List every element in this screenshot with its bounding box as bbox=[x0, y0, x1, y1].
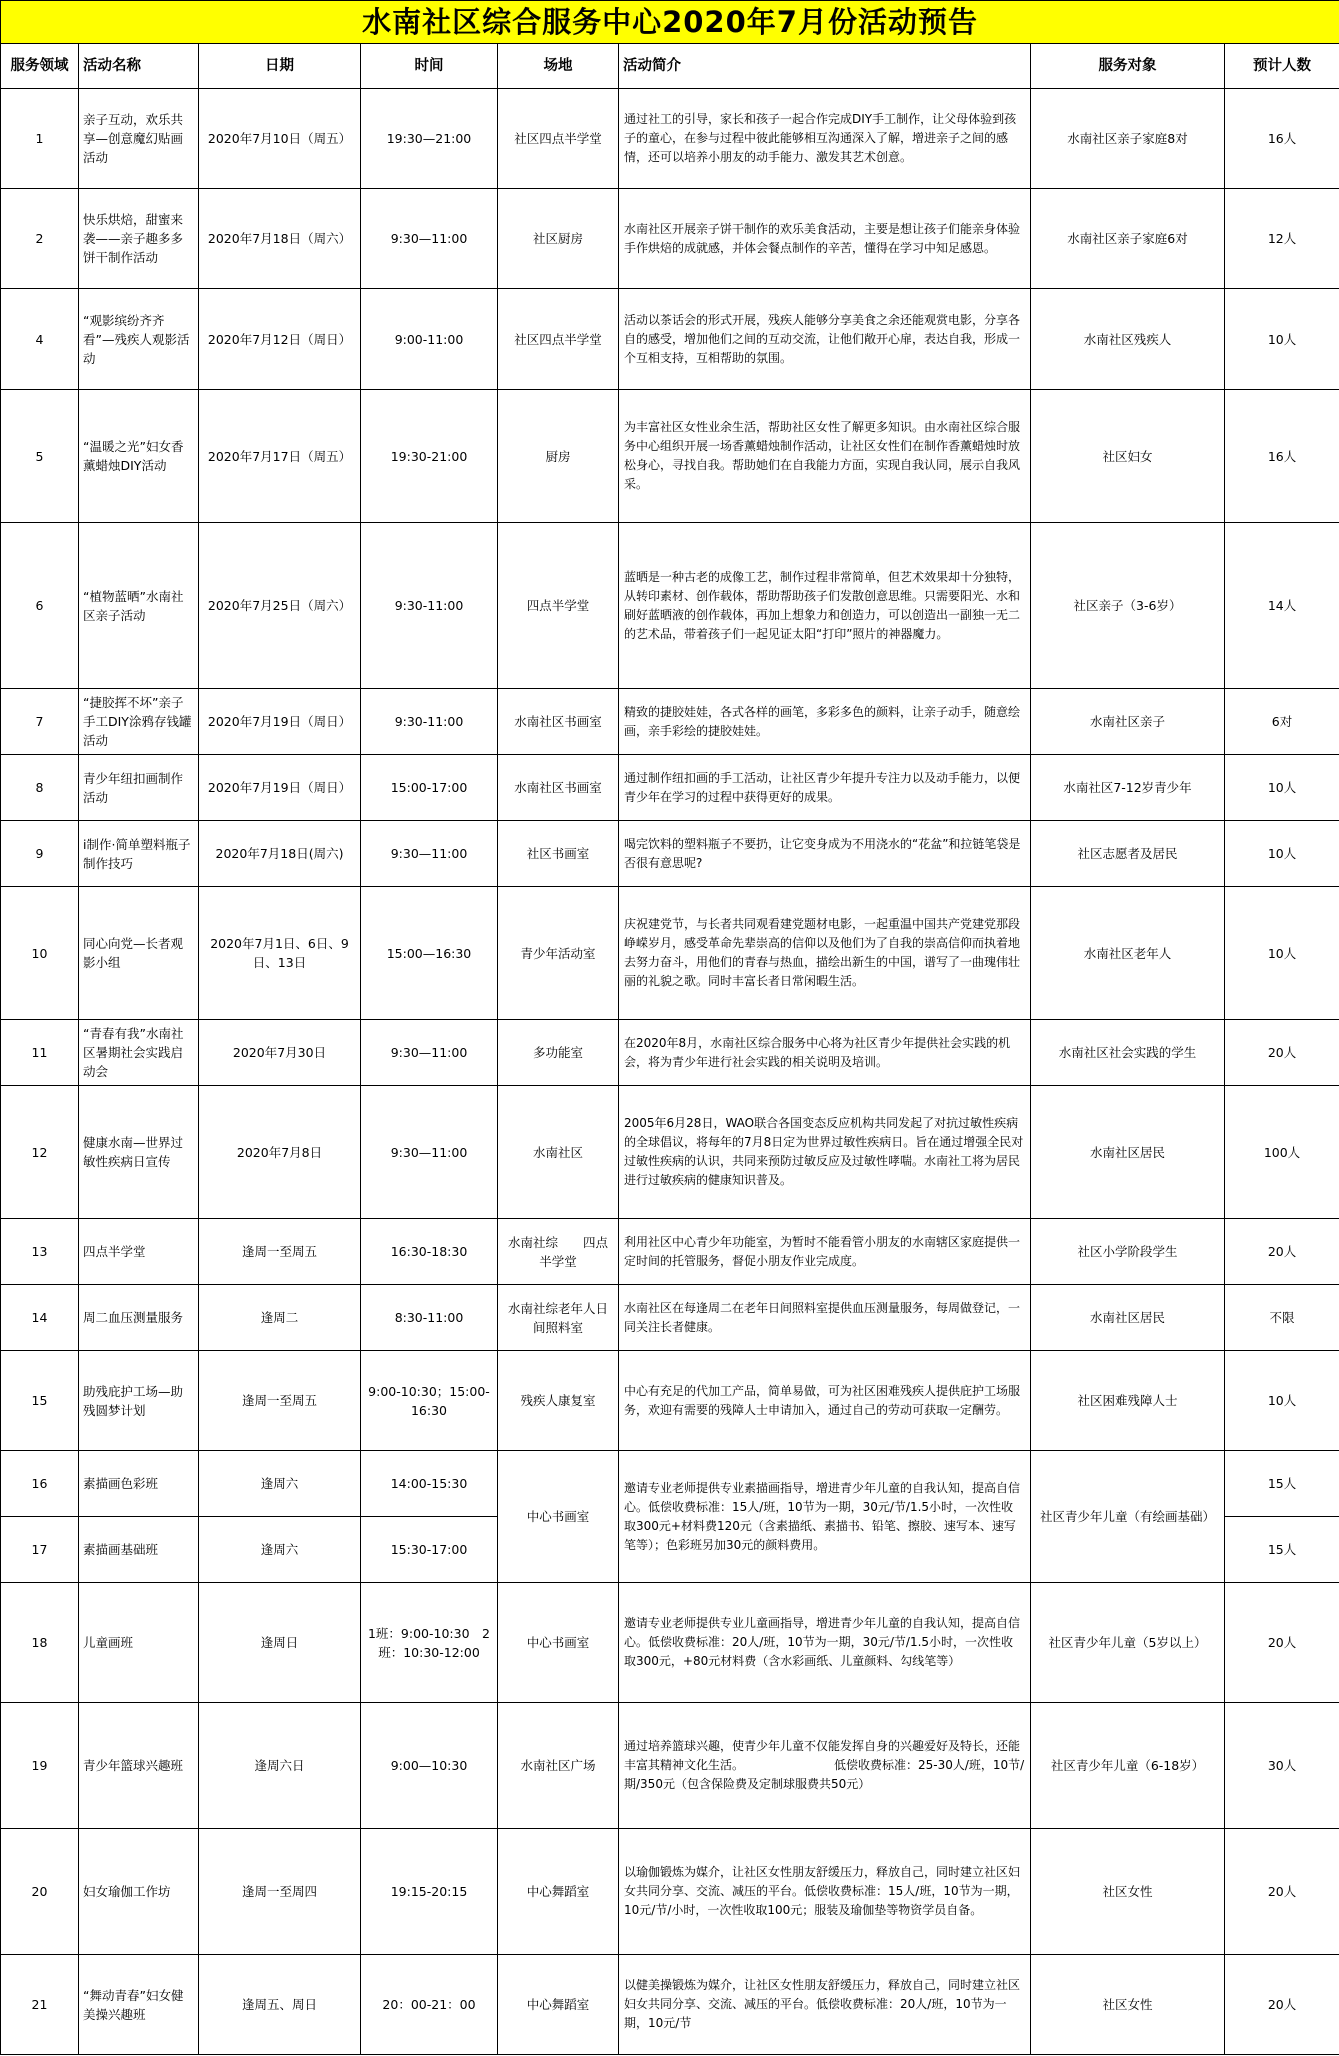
cell-venue[interactable]: 社区书画室 bbox=[498, 821, 619, 887]
cell-name[interactable]: 周二血压测量服务 bbox=[79, 1285, 199, 1351]
cell-description[interactable]: 中心有充足的代加工产品，简单易做，可为社区困难残疾人提供庇护工场服务，欢迎有需要的残障人士申请加入，通过自己的劳动可获取一定酬劳。 bbox=[619, 1351, 1031, 1451]
cell-description[interactable]: 2005年6月28日，WAO联合各国变态反应机构共同发起了对抗过敏性疾病的全球倡议，将每年的7月8日定为世界过敏性疾病日。旨在通过增强全民对过敏性疾病的认识，共同来预防过敏反应及过敏性哮喘。水南社工将为居民进行过敏疾病的健康知识普及。 bbox=[619, 1086, 1031, 1219]
cell-venue[interactable]: 社区四点半学堂 bbox=[498, 89, 619, 189]
cell-date[interactable]: 2020年7月1日、6日、9日、13日 bbox=[199, 887, 361, 1020]
table-row bbox=[1, 887, 1339, 1020]
cell-target[interactable]: 社区妇女 bbox=[1031, 390, 1225, 523]
cell-count[interactable]: 10人 bbox=[1225, 821, 1339, 887]
cell-time[interactable]: 9:30—11:00 bbox=[361, 821, 498, 887]
cell-target[interactable]: 水南社区居民 bbox=[1031, 1086, 1225, 1219]
cell-count[interactable]: 20人 bbox=[1225, 1955, 1339, 2055]
cell-no[interactable]: 15 bbox=[1, 1351, 79, 1451]
cell-no[interactable]: 19 bbox=[1, 1703, 79, 1829]
cell-name[interactable]: 健康水南—世界过敏性疾病日宣传 bbox=[79, 1086, 199, 1219]
table-row bbox=[1, 189, 1339, 289]
cell-no[interactable]: 6 bbox=[1, 523, 79, 689]
cell-venue[interactable]: 四点半学堂 bbox=[498, 523, 619, 689]
cell-count[interactable]: 20人 bbox=[1225, 1020, 1339, 1086]
cell-date[interactable]: 2020年7月12日（周日） bbox=[199, 289, 361, 390]
cell-date[interactable]: 2020年7月19日（周日） bbox=[199, 755, 361, 821]
cell-time[interactable]: 15:00-17:00 bbox=[361, 755, 498, 821]
table-row bbox=[1, 1020, 1339, 1086]
cell-description[interactable]: 以健美操锻炼为媒介，让社区女性朋友舒缓压力，释放自己，同时建立社区妇女共同分享、交流、减压的平台。低偿收费标准：20人/班，10节为一期，10元/节 bbox=[619, 1955, 1031, 2055]
cell-count[interactable]: 6对 bbox=[1225, 689, 1339, 755]
cell-count[interactable]: 100人 bbox=[1225, 1086, 1339, 1219]
cell-time[interactable]: 15:00—16:30 bbox=[361, 887, 498, 1020]
header-activity-name[interactable]: 活动名称 bbox=[79, 44, 199, 89]
table-row bbox=[1, 1219, 1339, 1285]
cell-no[interactable]: 11 bbox=[1, 1020, 79, 1086]
cell-count[interactable]: 10人 bbox=[1225, 289, 1339, 390]
cell-name[interactable]: 同心向党—长者观影小组 bbox=[79, 887, 199, 1020]
cell-target[interactable]: 水南社区社会实践的学生 bbox=[1031, 1020, 1225, 1086]
cell-target[interactable]: 水南社区亲子家庭8对 bbox=[1031, 89, 1225, 189]
cell-date[interactable]: 逢周六 bbox=[199, 1451, 361, 1517]
header-date[interactable]: 日期 bbox=[199, 44, 361, 89]
cell-target[interactable]: 社区亲子（3-6岁） bbox=[1031, 523, 1225, 689]
cell-count[interactable]: 12人 bbox=[1225, 189, 1339, 289]
cell-time[interactable]: 9:00-11:00 bbox=[361, 289, 498, 390]
header-row bbox=[1, 44, 1339, 89]
cell-no[interactable]: 13 bbox=[1, 1219, 79, 1285]
cell-name[interactable]: “青春有我”水南社区暑期社会实践启动会 bbox=[79, 1020, 199, 1086]
cell-venue[interactable]: 青少年活动室 bbox=[498, 887, 619, 1020]
cell-no[interactable]: 5 bbox=[1, 390, 79, 523]
cell-description[interactable]: 为丰富社区女性业余生活，帮助社区女性了解更多知识。由水南社区综合服务中心组织开展一场香薰蜡烛制作活动，让社区女性们在制作香薰蜡烛时放松身心，寻找自我。帮助她们在自我能力方面，实现自我认同，展示自我风采。 bbox=[619, 390, 1031, 523]
sheet-title: 水南社区综合服务中心2020年7月份活动预告 bbox=[1, 1, 1339, 44]
cell-date[interactable]: 2020年7月17日（周五） bbox=[199, 390, 361, 523]
cell-description[interactable]: 以瑜伽锻炼为媒介，让社区女性朋友舒缓压力，释放自己，同时建立社区妇女共同分享、交流、减压的平台。低偿收费标准：15人/班，10节为一期，10元/节/小时，一次性收取100元；服装及瑜伽垫等物资学员自备。 bbox=[619, 1829, 1031, 1955]
cell-description[interactable]: 庆祝建党节，与长者共同观看建党题材电影，一起重温中国共产党建党那段峥嵘岁月，感受革命先辈崇高的信仰以及他们为了自我的崇高信仰而执着地去努力奋斗，用他们的青春与热血，描绘出新生的中国，谱写了一曲瑰伟壮丽的礼貌之歌。同时丰富长者日常闲暇生活。 bbox=[619, 887, 1031, 1020]
cell-description[interactable]: 通过培养篮球兴趣，使青少年儿童不仅能发挥自身的兴趣爱好及特长，还能丰富其精神文化生活。 低偿收费标准：25-30人/班，10节/期/350元（包含保险费及定制球服费共50元） bbox=[619, 1703, 1031, 1829]
cell-count[interactable]: 10人 bbox=[1225, 755, 1339, 821]
cell-date[interactable]: 2020年7月25日（周六） bbox=[199, 523, 361, 689]
cell-no[interactable]: 10 bbox=[1, 887, 79, 1020]
cell-target[interactable]: 社区志愿者及居民 bbox=[1031, 821, 1225, 887]
header-time[interactable]: 时间 bbox=[361, 44, 498, 89]
cell-date[interactable]: 逢周二 bbox=[199, 1285, 361, 1351]
table-row bbox=[1, 1285, 1339, 1351]
table-row bbox=[1, 821, 1339, 887]
cell-venue[interactable]: 社区四点半学堂 bbox=[498, 289, 619, 390]
cell-time[interactable]: 20：00-21：00 bbox=[361, 1955, 498, 2055]
cell-date[interactable]: 逢周六 bbox=[199, 1517, 361, 1583]
cell-date[interactable]: 逢周一至周五 bbox=[199, 1219, 361, 1285]
cell-count[interactable]: 15人 bbox=[1225, 1451, 1339, 1517]
cell-name[interactable]: 素描画基础班 bbox=[79, 1517, 199, 1583]
cell-target[interactable]: 社区女性 bbox=[1031, 1955, 1225, 2055]
cell-description[interactable]: 水南社区在每逢周二在老年日间照料室提供血压测量服务，每周做登记，一同关注长者健康。 bbox=[619, 1285, 1031, 1351]
cell-count[interactable]: 10人 bbox=[1225, 1351, 1339, 1451]
cell-name[interactable]: 青少年篮球兴趣班 bbox=[79, 1703, 199, 1829]
cell-target[interactable]: 水南社区居民 bbox=[1031, 1285, 1225, 1351]
cell-target[interactable]: 社区小学阶段学生 bbox=[1031, 1219, 1225, 1285]
cell-venue[interactable]: 中心书画室 bbox=[498, 1451, 619, 1583]
cell-no[interactable]: 4 bbox=[1, 289, 79, 390]
table-row bbox=[1, 1583, 1339, 1703]
table-row bbox=[1, 755, 1339, 821]
cell-count[interactable]: 30人 bbox=[1225, 1703, 1339, 1829]
cell-target[interactable]: 水南社区亲子家庭6对 bbox=[1031, 189, 1225, 289]
cell-time[interactable]: 8:30-11:00 bbox=[361, 1285, 498, 1351]
cell-date[interactable]: 2020年7月30日 bbox=[199, 1020, 361, 1086]
cell-description[interactable]: 邀请专业老师提供专业素描画指导，增进青少年儿童的自我认知，提高自信心。低偿收费标准：15人/班，10节为一期，30元/节/1.5小时，一次性收取300元+材料费120元（含素描纸、素描书、铅笔、擦胶、速写本、速写笔等）；色彩班另加30元的颜料费用。 bbox=[619, 1451, 1031, 1583]
cell-target[interactable]: 水南社区亲子 bbox=[1031, 689, 1225, 755]
table-row bbox=[1, 1086, 1339, 1219]
cell-count[interactable]: 20人 bbox=[1225, 1583, 1339, 1703]
cell-time[interactable]: 9:00—10:30 bbox=[361, 1703, 498, 1829]
cell-target[interactable]: 水南社区老年人 bbox=[1031, 887, 1225, 1020]
cell-time[interactable]: 9:30—11:00 bbox=[361, 1086, 498, 1219]
cell-date[interactable]: 2020年7月10日（周五） bbox=[199, 89, 361, 189]
cell-date[interactable]: 2020年7月18日(周六) bbox=[199, 821, 361, 887]
table-row bbox=[1, 1703, 1339, 1829]
cell-venue[interactable]: 多功能室 bbox=[498, 1020, 619, 1086]
cell-description[interactable]: 邀请专业老师提供专业儿童画指导，增进青少年儿童的自我认知，提高自信心。低偿收费标准：20人/班，10节为一期，30元/节/1.5小时，一次性收取300元，+80元材料费（含水彩画纸、儿童颜料、勾线笔等） bbox=[619, 1583, 1031, 1703]
cell-date[interactable]: 2020年7月8日 bbox=[199, 1086, 361, 1219]
cell-count[interactable]: 20人 bbox=[1225, 1219, 1339, 1285]
table-row bbox=[1, 289, 1339, 390]
cell-name[interactable]: “植物蓝晒”水南社区亲子活动 bbox=[79, 523, 199, 689]
cell-time[interactable]: 9:30-11:00 bbox=[361, 689, 498, 755]
cell-name[interactable]: 亲子互动，欢乐共享—创意魔幻贴画活动 bbox=[79, 89, 199, 189]
cell-target[interactable]: 水南社区7-12岁青少年 bbox=[1031, 755, 1225, 821]
cell-date[interactable]: 逢周五、周日 bbox=[199, 1955, 361, 2055]
cell-name[interactable]: 青少年纽扣画制作活动 bbox=[79, 755, 199, 821]
cell-count[interactable]: 10人 bbox=[1225, 887, 1339, 1020]
cell-time[interactable]: 19:15-20:15 bbox=[361, 1829, 498, 1955]
cell-time[interactable]: 19:30—21:00 bbox=[361, 89, 498, 189]
cell-no[interactable]: 9 bbox=[1, 821, 79, 887]
cell-time[interactable]: 9:30—11:00 bbox=[361, 1020, 498, 1086]
cell-name[interactable]: “观影缤纷齐齐看”—残疾人观影活动 bbox=[79, 289, 199, 390]
cell-time[interactable]: 16:30-18:30 bbox=[361, 1219, 498, 1285]
cell-description[interactable]: 通过社工的引导，家长和孩子一起合作完成DIY手工制作，让父母体验到孩子的童心，在参与过程中彼此能够相互沟通深入了解，增进亲子之间的感情，还可以培养小朋友的动手能力、激发其艺术创意。 bbox=[619, 89, 1031, 189]
cell-date[interactable]: 逢周六日 bbox=[199, 1703, 361, 1829]
cell-target[interactable]: 社区青少年儿童（6-18岁） bbox=[1031, 1703, 1225, 1829]
cell-venue[interactable]: 厨房 bbox=[498, 390, 619, 523]
cell-date[interactable]: 逢周日 bbox=[199, 1583, 361, 1703]
table-row bbox=[1, 1451, 1339, 1517]
cell-description[interactable]: 活动以茶话会的形式开展，残疾人能够分享美食之余还能观赏电影，分享各自的感受，增加他们之间的互动交流，让他们敞开心扉，表达自我，形成一个互相支持，互相帮助的氛围。 bbox=[619, 289, 1031, 390]
cell-no[interactable]: 16 bbox=[1, 1451, 79, 1517]
cell-venue[interactable]: 中心舞蹈室 bbox=[498, 1955, 619, 2055]
cell-venue[interactable]: 水南社综老年人日间照料室 bbox=[498, 1285, 619, 1351]
cell-count[interactable]: 16人 bbox=[1225, 390, 1339, 523]
cell-no[interactable]: 17 bbox=[1, 1517, 79, 1583]
title-row bbox=[1, 1, 1339, 44]
table-row bbox=[1, 1351, 1339, 1451]
cell-no[interactable]: 21 bbox=[1, 1955, 79, 2055]
cell-description[interactable]: 精致的捷胶娃娃，各式各样的画笔，多彩多色的颜料，让亲子动手，随意绘画，亲手彩绘的捷胶娃娃。 bbox=[619, 689, 1031, 755]
cell-no[interactable]: 18 bbox=[1, 1583, 79, 1703]
cell-target[interactable]: 社区女性 bbox=[1031, 1829, 1225, 1955]
cell-no[interactable]: 14 bbox=[1, 1285, 79, 1351]
cell-name[interactable]: 妇女瑜伽工作坊 bbox=[79, 1829, 199, 1955]
header-target[interactable]: 服务对象 bbox=[1031, 44, 1225, 89]
cell-date[interactable]: 逢周一至周五 bbox=[199, 1351, 361, 1451]
cell-name[interactable]: i制作·简单塑料瓶子制作技巧 bbox=[79, 821, 199, 887]
cell-no[interactable]: 2 bbox=[1, 189, 79, 289]
cell-name[interactable]: “舞动青春”妇女健美操兴趣班 bbox=[79, 1955, 199, 2055]
cell-time[interactable]: 14:00-15:30 bbox=[361, 1451, 498, 1517]
cell-description[interactable]: 在2020年8月，水南社区综合服务中心将为社区青少年提供社会实践的机会，将为青少年进行社会实践的相关说明及培训。 bbox=[619, 1020, 1031, 1086]
table-row bbox=[1, 523, 1339, 689]
cell-time[interactable]: 19:30-21:00 bbox=[361, 390, 498, 523]
cell-count[interactable]: 20人 bbox=[1225, 1829, 1339, 1955]
cell-description[interactable]: 利用社区中心青少年功能室，为暂时不能看管小朋友的水南辖区家庭提供一定时间的托管服务，督促小朋友作业完成度。 bbox=[619, 1219, 1031, 1285]
cell-venue[interactable]: 中心舞蹈室 bbox=[498, 1829, 619, 1955]
table-row bbox=[1, 689, 1339, 755]
cell-time[interactable]: 9:30—11:00 bbox=[361, 189, 498, 289]
cell-description[interactable]: 喝完饮料的塑料瓶子不要扔，让它变身成为不用浇水的“花盆”和拉链笔袋是否很有意思呢? bbox=[619, 821, 1031, 887]
cell-time[interactable]: 9:30-11:00 bbox=[361, 523, 498, 689]
cell-time[interactable]: 9:00-10:30；15:00-16:30 bbox=[361, 1351, 498, 1451]
cell-venue[interactable]: 水南社区书画室 bbox=[498, 755, 619, 821]
cell-time[interactable]: 15:30-17:00 bbox=[361, 1517, 498, 1583]
cell-no[interactable]: 12 bbox=[1, 1086, 79, 1219]
table-row bbox=[1, 89, 1339, 189]
cell-count[interactable]: 15人 bbox=[1225, 1517, 1339, 1583]
cell-count[interactable]: 14人 bbox=[1225, 523, 1339, 689]
cell-venue[interactable]: 残疾人康复室 bbox=[498, 1351, 619, 1451]
cell-count[interactable]: 16人 bbox=[1225, 89, 1339, 189]
cell-venue[interactable]: 水南社区 bbox=[498, 1086, 619, 1219]
cell-date[interactable]: 2020年7月18日（周六） bbox=[199, 189, 361, 289]
cell-venue[interactable]: 社区厨房 bbox=[498, 189, 619, 289]
table-row bbox=[1, 390, 1339, 523]
cell-date[interactable]: 逢周一至周四 bbox=[199, 1829, 361, 1955]
cell-target[interactable]: 社区困难残障人士 bbox=[1031, 1351, 1225, 1451]
cell-venue[interactable]: 水南社区广场 bbox=[498, 1703, 619, 1829]
header-venue[interactable]: 场地 bbox=[498, 44, 619, 89]
cell-description[interactable]: 水南社区开展亲子饼干制作的欢乐美食活动，主要是想让孩子们能亲身体验手作烘焙的成就感，并体会餐点制作的辛苦，懂得在学习中知足感恩。 bbox=[619, 189, 1031, 289]
cell-date[interactable]: 2020年7月19日（周日） bbox=[199, 689, 361, 755]
cell-venue[interactable]: 水南社区书画室 bbox=[498, 689, 619, 755]
cell-name[interactable]: 四点半学堂 bbox=[79, 1219, 199, 1285]
cell-time[interactable]: 1班：9:00-10:30 2班：10:30-12:00 bbox=[361, 1583, 498, 1703]
cell-name[interactable]: 助残庇护工场—助残圆梦计划 bbox=[79, 1351, 199, 1451]
cell-no[interactable]: 20 bbox=[1, 1829, 79, 1955]
header-expected-count[interactable]: 预计人数 bbox=[1225, 44, 1339, 89]
header-description[interactable]: 活动简介 bbox=[619, 44, 1031, 89]
cell-target[interactable]: 社区青少年儿童（有绘画基础） bbox=[1031, 1451, 1225, 1583]
cell-venue[interactable]: 中心书画室 bbox=[498, 1583, 619, 1703]
cell-no[interactable]: 8 bbox=[1, 755, 79, 821]
header-service-area[interactable]: 服务领域 bbox=[1, 44, 79, 89]
cell-count[interactable]: 不限 bbox=[1225, 1285, 1339, 1351]
cell-description[interactable]: 蓝晒是一种古老的成像工艺，制作过程非常简单，但艺术效果却十分独特，从转印素材、创作载体，帮助帮助孩子们发散创意思维。只需要阳光、水和刷好蓝晒液的创作载体，再加上想象力和创造力，可以创造出一副独一无二的艺术品，带着孩子们一起见证太阳“打印”照片的神器魔力。 bbox=[619, 523, 1031, 689]
cell-description[interactable]: 通过制作纽扣画的手工活动，让社区青少年提升专注力以及动手能力，以便青少年在学习的过程中获得更好的成果。 bbox=[619, 755, 1031, 821]
cell-target[interactable]: 社区青少年儿童（5岁以上） bbox=[1031, 1583, 1225, 1703]
cell-target[interactable]: 水南社区残疾人 bbox=[1031, 289, 1225, 390]
cell-no[interactable]: 1 bbox=[1, 89, 79, 189]
cell-name[interactable]: 素描画色彩班 bbox=[79, 1451, 199, 1517]
cell-venue[interactable]: 水南社综 四点半学堂 bbox=[498, 1219, 619, 1285]
table-row bbox=[1, 1955, 1339, 2055]
cell-name[interactable]: “捷胶挥不坏”亲子手工DIY涂鸦存钱罐活动 bbox=[79, 689, 199, 755]
table-row bbox=[1, 1829, 1339, 1955]
cell-name[interactable]: “温暖之光”妇女香薰蜡烛DIY活动 bbox=[79, 390, 199, 523]
cell-no[interactable]: 7 bbox=[1, 689, 79, 755]
cell-name[interactable]: 儿童画班 bbox=[79, 1583, 199, 1703]
cell-name[interactable]: 快乐烘焙，甜蜜来袭——亲子趣多多饼干制作活动 bbox=[79, 189, 199, 289]
